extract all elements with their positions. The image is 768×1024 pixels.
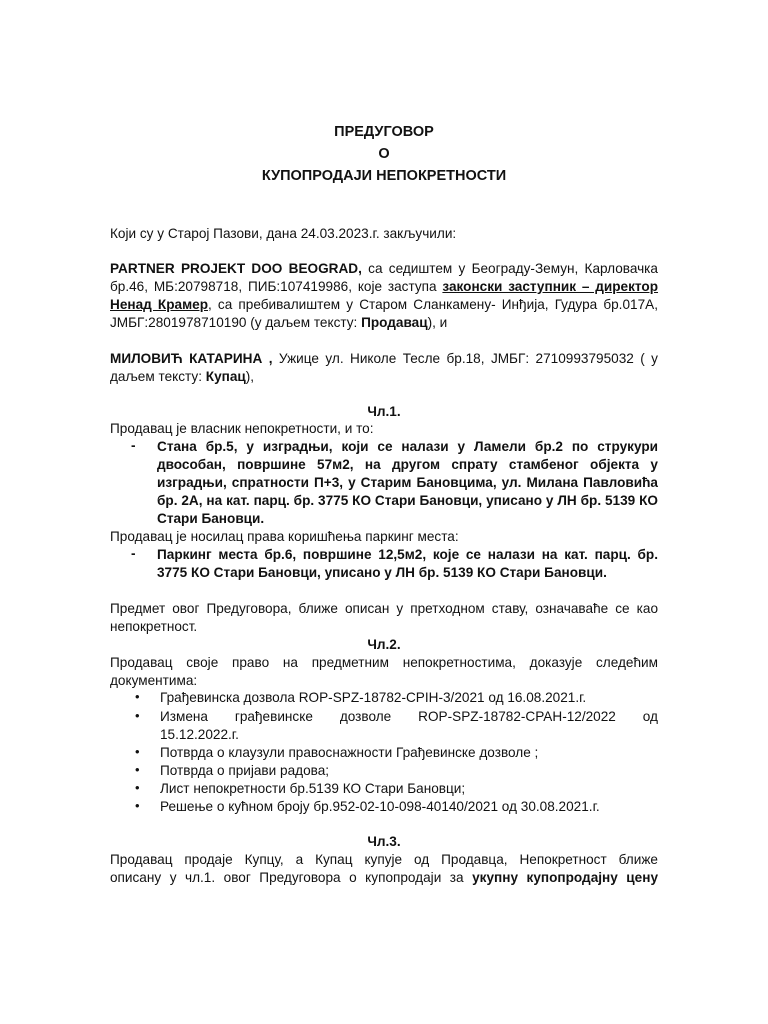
article-3-line-2 (110, 869, 658, 887)
seller-label: Продавац (361, 315, 428, 330)
bullet-marker: • (135, 762, 140, 777)
article-1-heading: Чл.1. (367, 404, 401, 419)
article-1-paragraph-3-line-2: непокретност. (110, 619, 198, 634)
article-1-paragraph-3-line-1: Предмет овог Предуговора, ближе описан у претходном ставу, означаваће се као (110, 601, 658, 616)
document-item-1: Грађевинска дозвола ROP-SPZ-18782-CPIH-3/2021 од 16.08.2021.г. (160, 690, 587, 705)
article-2-paragraph-line-2: документима: (110, 673, 198, 688)
buyer-line-end: ), (245, 369, 255, 384)
seller-representative-role: законски заступник – директор (442, 279, 659, 294)
document-item-5: Лист непокретности бр.5139 КО Стари Бановци; (160, 781, 466, 796)
article-2-paragraph-line-1: Продавац своје право на предметним непокретностима, доказује следећим (110, 655, 658, 670)
buyer-address: Ужице ул. Николе Тесле бр.18, ЈМБГ: 2710993795032 ( у (272, 351, 658, 366)
dash-marker: - (131, 546, 136, 561)
seller-address: са седиштем у Београду-Земун, Карловачка (361, 261, 658, 276)
apartment-line-4: бр. 2А, на кат. парц. бр. 3775 КО Стари Бановци, уписано у ЛН бр. 5139 КО (157, 493, 658, 508)
article-3-text: описану у чл.1. овог Предуговора о купопродаји за (110, 870, 473, 885)
buyer-line-1 (110, 350, 658, 368)
apartment-line-3: изградњи, спратности П+3, у Старим Бановцима, ул. Милана Павловића (157, 475, 658, 490)
document-item-6: Решење о кућном броју бр.952-02-10-098-40140/2021 од 30.08.2021.г. (160, 799, 600, 814)
article-1-paragraph-2: Продавац је носилац права коришћења паркинг места: (110, 529, 459, 544)
document-item-2-line-1: Измена грађевинске дозволе ROP-SPZ-18782-CPAH-12/2022 од (160, 709, 658, 724)
document-item-3: Потврда о клаузули правоснажности Грађевинске дозволе ; (160, 745, 539, 760)
article-2-heading: Чл.2. (367, 637, 401, 652)
buyer-line-2 (110, 368, 658, 386)
apartment-line-2: двособан, површине 57м2, на другом спрату стамбеног објекта у (157, 457, 658, 472)
seller-jmbg: ЈМБГ:2801978710190 (у даљем тексту: (110, 315, 362, 330)
intro-text: Који су у Старој Пазови, дана 24.03.2023.г. закључили: (110, 226, 457, 241)
buyer-name: МИЛОВИЋ КАТАРИНА , (110, 351, 273, 366)
title-line-2: О (378, 146, 390, 162)
parking-line-2: 3775 КО Стари Бановци, уписано у ЛН бр. 5139 КО Стари Бановци. (157, 565, 607, 580)
bullet-marker: • (135, 708, 140, 723)
seller-line-1 (110, 260, 658, 278)
seller-representative-name: Ненад Крамер (110, 297, 208, 312)
title-line-1: ПРЕДУГОВОР (334, 124, 434, 140)
seller-name: PARTNER PROJEKT DOO BEOGRAD, (110, 261, 362, 276)
seller-residence: , са пребивалиштем у Старом Сланкамену- Инђија, Гудура бр.017А, (208, 297, 658, 312)
seller-line-4 (110, 314, 658, 332)
bullet-marker: • (135, 744, 140, 759)
buyer-label: Купац (205, 369, 246, 384)
apartment-line-1: Стана бр.5, у изградњи, који се налази у Ламели бр.2 по струкури (157, 439, 658, 454)
seller-ids: бр.46, МБ:20798718, ПИБ:107419986, које заступа (110, 279, 443, 294)
bullet-marker: • (135, 689, 140, 704)
article-3-price-label: укупну купопродајну цену (472, 870, 659, 885)
seller-line-end: ), и (427, 315, 448, 330)
parking-line-1: Паркинг места бр.6, површине 12,5м2, које се налази на кат. парц. бр. (157, 547, 658, 562)
bullet-marker: • (135, 798, 140, 813)
article-3-heading: Чл.3. (367, 834, 401, 849)
document-item-2-line-2: 15.12.2022.г. (160, 727, 239, 742)
seller-line-2 (110, 278, 658, 296)
document-item-4: Потврда о пријави радова; (160, 763, 330, 778)
seller-line-3 (110, 296, 658, 314)
bullet-marker: • (135, 780, 140, 795)
dash-marker: - (131, 438, 136, 453)
article-3-line-1: Продавац продаје Купцу, а Купац купује од Продавца, Непокретност ближе (110, 852, 658, 867)
buyer-ref: даљем тексту: (110, 369, 206, 384)
apartment-line-5: Стари Бановци. (157, 511, 265, 526)
title-line-3: КУПОПРОДАЈИ НЕПОКРЕТНОСТИ (261, 168, 507, 184)
article-1-paragraph-1: Продавац је власник непокретности, и то: (110, 421, 374, 436)
